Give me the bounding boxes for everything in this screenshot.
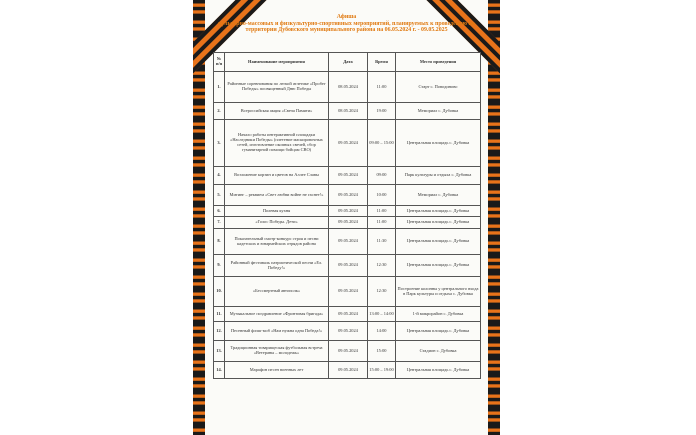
event-name: Полевая кухня (225, 206, 329, 217)
table-row (214, 103, 481, 120)
event-time: 14:00 (368, 322, 396, 341)
event-name: Марафон песен военных лет (225, 362, 329, 379)
event-venue: Старт с. Поводиново (396, 72, 481, 103)
table-row (214, 185, 481, 206)
event-date: 09.05.2024 (329, 307, 368, 322)
table-row (214, 120, 481, 167)
table-row (214, 362, 481, 379)
row-number: 3. (214, 120, 225, 167)
event-time: 10:00 (368, 185, 396, 206)
row-number: 8. (214, 229, 225, 255)
row-number: 4. (214, 167, 225, 185)
event-time: 12:30 (368, 277, 396, 307)
event-name: «Бессмертный автополк» (225, 277, 329, 307)
row-number: 12. (214, 322, 225, 341)
event-name: Традиционная товарищеская футбольная встреча «Ветераны – молодежь» (225, 341, 329, 362)
event-date: 09.05.2024 (329, 185, 368, 206)
event-time: 11:00 (368, 72, 396, 103)
event-time: 13:00 – 14:00 (368, 307, 396, 322)
event-venue: Центральная площадь с. Дубовка (396, 255, 481, 277)
event-date: 09.05.2024 (329, 206, 368, 217)
row-number: 5. (214, 185, 225, 206)
event-venue: Центральная площадь с. Дубовка (396, 362, 481, 379)
table-row (214, 229, 481, 255)
event-time: 11:00 (368, 217, 396, 229)
table-row (214, 277, 481, 307)
event-date: 09.05.2024 (329, 255, 368, 277)
event-venue: Построение колонны у центрального входа в Парк культуры и отдыха с. Дубовка (396, 277, 481, 307)
event-name: Районный фестиваль патриотической песни «Ел. Победу!» (225, 255, 329, 277)
event-time: 12:30 (368, 255, 396, 277)
event-venue: Центральная площадь с. Дубовка (396, 120, 481, 167)
event-venue: Центральная площадь с. Дубовка (396, 217, 481, 229)
header-number: № п/п (214, 53, 225, 72)
event-venue: Центральная площадь с. Дубовка (396, 322, 481, 341)
event-time: 09:00 (368, 167, 396, 185)
row-number: 11. (214, 307, 225, 322)
event-schedule-table (213, 52, 481, 379)
event-name: Районные соревнования по легкой атлетике «Пробег Победы» посвященный Дню Победы (225, 72, 329, 103)
event-poster (193, 0, 500, 435)
event-date: 08.05.2024 (329, 103, 368, 120)
event-name: Митинг – реквием «Свет любви войне не гаснет!» (225, 185, 329, 206)
event-time: 19:00 (368, 103, 396, 120)
event-venue: Парк культуры и отдыха с. Дубовка (396, 167, 481, 185)
event-venue: 1-й микрорайон с. Дубовка (396, 307, 481, 322)
event-venue: Стадион с. Дубовка (396, 341, 481, 362)
table-row (214, 217, 481, 229)
event-name: Песенный флэш-моб «Нам нужна одна Победа!» (225, 322, 329, 341)
table-header-row (214, 53, 481, 72)
event-date: 09.05.2024 (329, 341, 368, 362)
row-number: 13. (214, 341, 225, 362)
event-name: Возложение корзин и цветов на Аллее Славы (225, 167, 329, 185)
event-venue: Мемориал с. Дубовка (396, 103, 481, 120)
table-row (214, 72, 481, 103)
event-date: 09.05.2024 (329, 120, 368, 167)
row-number: 10. (214, 277, 225, 307)
event-venue: Центральная площадь с. Дубовка (396, 206, 481, 217)
event-time: 11:30 (368, 229, 396, 255)
event-name: Показательный смотр-конкурс строя и песни кадетских и юнармейских отрядов района (225, 229, 329, 255)
event-date: 09.05.2024 (329, 322, 368, 341)
event-venue: Мемориал с. Дубовка (396, 185, 481, 206)
table-row (214, 167, 481, 185)
table-row (214, 307, 481, 322)
event-date: 09.05.2024 (329, 362, 368, 379)
event-name: Всероссийская акция «Свеча Памяти» (225, 103, 329, 120)
row-number: 9. (214, 255, 225, 277)
event-time: 09:00 – 15:00 (368, 120, 396, 167)
poster-title: Афиша (336, 14, 357, 20)
event-date: 09.05.2024 (329, 217, 368, 229)
row-number: 2. (214, 103, 225, 120)
event-time: 15:00 (368, 341, 396, 362)
event-date: 09.05.2024 (329, 229, 368, 255)
table-row (214, 206, 481, 217)
event-time: 15:00 – 19:00 (368, 362, 396, 379)
event-time: 11:00 (368, 206, 396, 217)
header-time: Время (368, 53, 396, 72)
event-date: 09.05.2024 (329, 167, 368, 185)
row-number: 7. (214, 217, 225, 229)
header-event-name: Наименование мероприятия (225, 53, 329, 72)
event-name: Начало работы интерактивной площадки «Наследники Победы» (плетение маскировочных сетей, изготовление окопных свечей, сбор гуманитарной помощи бойцам СВО) (225, 120, 329, 167)
row-number: 6. (214, 206, 225, 217)
row-number: 1. (214, 72, 225, 103)
table-row (214, 322, 481, 341)
row-number: 14. (214, 362, 225, 379)
event-name: Музыкальное поздравление «Фронтовая бригада» (225, 307, 329, 322)
event-date: 09.05.2024 (329, 277, 368, 307)
table-row (214, 341, 481, 362)
header-date: Дата (329, 53, 368, 72)
header-venue: Место проведения (396, 53, 481, 72)
poster-subtitle: культурно-массовых и физкультурно-спортивных мероприятий, планируемых к проведению на территории Дубовского муниципального района на 06.05.2024 г. - 09.05.2025 (218, 20, 475, 34)
event-venue: Центральная площадь с. Дубовка (396, 229, 481, 255)
event-date: 08.05.2024 (329, 72, 368, 103)
poster-header (217, 14, 476, 34)
table-row (214, 255, 481, 277)
event-name: «Голос Победы. Дети» (225, 217, 329, 229)
